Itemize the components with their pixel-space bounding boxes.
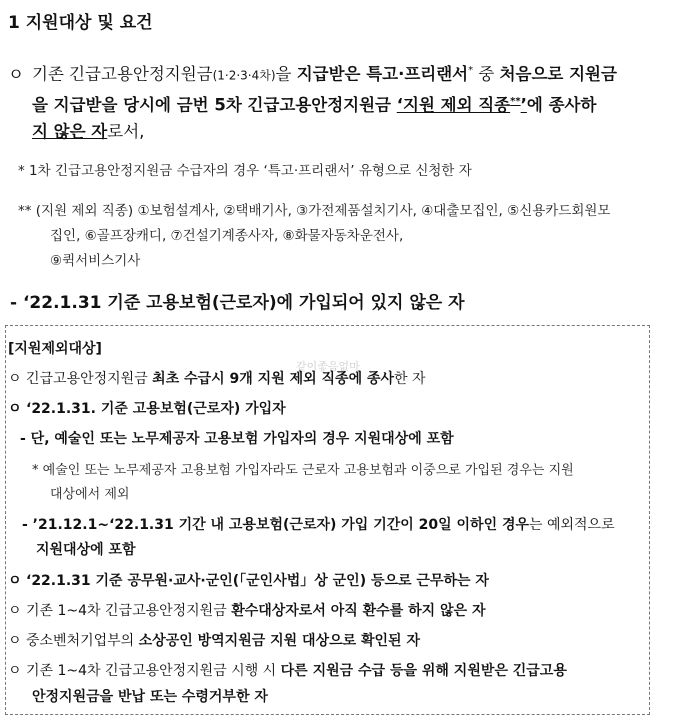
requirement-line: - ‘22.1.31 기준 고용보험(근로자)에 가입되어 있지 않은 자 <box>10 293 465 313</box>
watermark: 같이좋음없마 <box>296 360 360 373</box>
text: (1·2·3·4차) <box>212 68 276 83</box>
footnote-2-line-3: ⑨퀵서비스기사 <box>50 253 141 269</box>
exclusion-item-5 <box>8 630 420 652</box>
text: 중 <box>473 64 500 84</box>
main-condition-line-3 <box>32 118 144 146</box>
exclusion-item-6-line-1 <box>8 660 567 682</box>
text: 을 지급받을 당시에 금번 5차 긴급고용안정지원금 <box>32 95 397 115</box>
bullet-icon: ㅇ <box>8 633 22 649</box>
text: 는 예외적으로 <box>529 517 615 533</box>
text: 긴급고용안정지원금 <box>26 371 153 387</box>
text: 다른 지원금 수급 등을 위해 지원받은 긴급고용 <box>280 663 567 679</box>
exclusion-note-line-2: 대상에서 제외 <box>50 487 130 502</box>
exclusion-item-2c-line-1 <box>22 514 615 536</box>
footnote-1: * 1차 긴급고용안정지원금 수급자의 경우 ‘특고·프리랜서’ 유형으로 신청한 자 <box>18 163 472 179</box>
exclusion-item-2a: - 단, 예술인 또는 노무제공자 고용보험 가입자의 경우 지원대상에 포함 <box>20 431 454 447</box>
exclusion-item-2c-line-2: 지원대상에 포함 <box>36 542 136 558</box>
footnote-mark: * <box>468 65 474 76</box>
bullet-icon: ㅇ <box>8 371 22 387</box>
text: 에 종사하 <box>526 95 597 115</box>
exclusion-title: [지원제외대상] <box>8 341 102 357</box>
exclusion-item-1 <box>8 368 426 390</box>
text: 로서, <box>107 122 145 141</box>
text: 지 않은 자 <box>32 122 108 141</box>
footnote-2-line-2: 집인, ⑥골프장캐디, ⑦건설기계종사자, ⑧화물자동차운전사, <box>50 228 404 244</box>
text: 을 <box>275 64 297 84</box>
bullet-icon: ㅇ <box>8 573 22 589</box>
text: ‘지원 제외 직종 <box>396 95 511 115</box>
text: ’ <box>520 95 527 115</box>
text: 소상공인 방역지원금 지원 대상으로 확인된 자 <box>138 633 420 649</box>
text: 한 자 <box>394 371 426 387</box>
main-condition-line-1 <box>8 57 668 90</box>
bullet-icon: ㅇ <box>8 603 22 619</box>
bullet-icon: ㅇ <box>8 663 22 679</box>
section-heading: 1 지원대상 및 요건 <box>8 13 153 33</box>
footnote-2-line-1: ** (지원 제외 직종) ①보험설계사, ②택배기사, ③가전제품설치기사, ④대출모집인, ⑤신용카드회원모 <box>18 203 611 219</box>
text: 기존 긴급고용안정지원금 <box>32 64 213 84</box>
exclusion-item-2 <box>8 398 286 420</box>
text: - ’21.12.1~‘22.1.31 기간 내 고용보험(근로자) 가입 기간이 20일 이하인 경우 <box>22 517 530 533</box>
exclusion-note-line-1: * 예술인 또는 노무제공자 고용보험 가입자라도 근로자 고용보험과 이중으로 가입된 경우는 지원 <box>32 463 574 478</box>
text: 환수대상자로서 아직 환수를 하지 않은 자 <box>231 603 486 619</box>
footnote-mark: ** <box>510 96 521 107</box>
main-condition-line-2 <box>32 88 672 120</box>
text: 처음으로 지원금 <box>499 64 617 84</box>
bullet-icon: ㅇ <box>8 401 22 417</box>
text: 지급받은 특고·프리랜서 <box>296 64 469 84</box>
bullet-icon: ㅇ <box>8 64 24 84</box>
exclusion-item-3 <box>8 570 489 592</box>
text: 기존 1~4차 긴급고용안정지원금 <box>26 603 232 619</box>
text: 최초 수급시 9개 지원 제외 직종에 종사 <box>152 371 395 387</box>
text: ‘22.1.31 기준 공무원·교사·군인(「군인사법」상 군인) 등으로 근무하는 자 <box>26 573 489 589</box>
exclusion-item-6-line-2: 안정지원금을 반납 또는 수령거부한 자 <box>32 689 268 705</box>
exclusion-item-4 <box>8 600 485 622</box>
text: 기존 1~4차 긴급고용안정지원금 시행 시 <box>26 663 281 679</box>
text: 중소벤처기업부의 <box>26 633 139 649</box>
text: ‘22.1.31. 기준 고용보험(근로자) 가입자 <box>26 401 286 417</box>
